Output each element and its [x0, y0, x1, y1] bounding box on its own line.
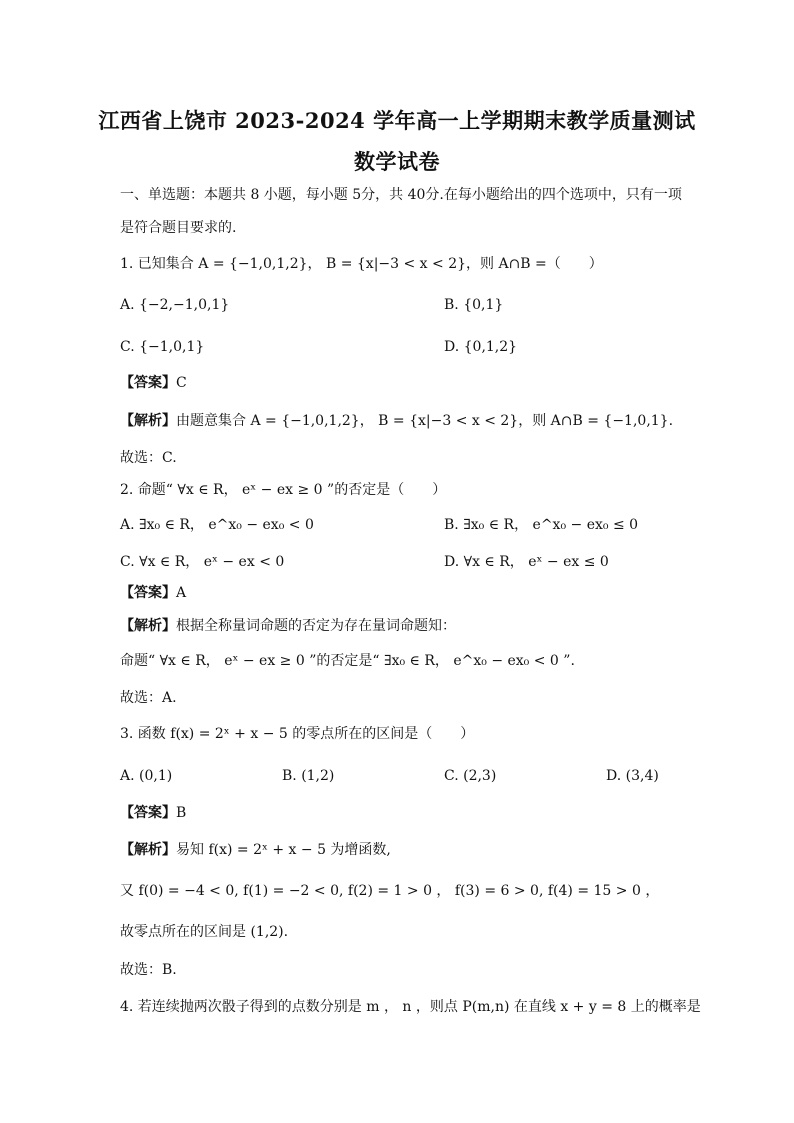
- q3-analysis-line2: 又 f(0) = −4 < 0, f(1) = −2 < 0, f(2) = 1 > 0 ， f(3) = 6 > 0, f(4) = 15 > 0 ，: [120, 883, 660, 899]
- q1-option-a: A. {−2,−1,0,1}: [120, 297, 230, 313]
- q2-stem: 2. 命题“ ∀x ∈ R， eˣ − ex ≥ 0 ”的否定是（ ）: [120, 482, 447, 498]
- q2-analysis-line2: 命题“ ∀x ∈ R， eˣ − ex ≥ 0 ”的否定是“ ∃x₀ ∈ R， e^x₀ − ex₀ < 0 ”.: [120, 653, 575, 669]
- q3-analysis-line3: 故零点所在的区间是 (1,2).: [120, 924, 289, 940]
- q2-answer: [120, 583, 186, 603]
- analysis-text: 根据全称量词命题的否定为存在量词命题知：: [176, 618, 456, 634]
- analysis-tag: 【解析】: [120, 842, 176, 858]
- q3-option-a: A. (0,1): [120, 768, 173, 784]
- q3-option-c: C. (2,3): [444, 768, 497, 784]
- section-instructions-line1: 一、单选题：本题共 8 小题，每小题 5分，共 40分.在每小题给出的四个选项中，只有一项: [120, 187, 682, 203]
- q2-option-d: D. ∀x ∈ R， eˣ − ex ≤ 0: [444, 554, 609, 570]
- answer-tag: 【答案】: [120, 805, 176, 821]
- answer-tag: 【答案】: [120, 585, 176, 601]
- answer-value: C: [176, 375, 187, 391]
- q1-choice: 故选：C.: [120, 450, 177, 466]
- q1-stem: 1. 已知集合 A = {−1,0,1,2}， B = {x|−3 < x < 2}，则 A∩B =（ ）: [120, 256, 603, 272]
- q1-answer: [120, 373, 187, 393]
- q1-option-c: C. {−1,0,1}: [120, 339, 205, 355]
- analysis-text: 易知 f(x) = 2ˣ + x − 5 为增函数,: [176, 842, 391, 858]
- q1-option-d: D. {0,1,2}: [444, 339, 518, 355]
- q1-option-b: B. {0,1}: [444, 297, 504, 313]
- q2-option-b: B. ∃x₀ ∈ R， e^x₀ − ex₀ ≤ 0: [444, 517, 639, 533]
- q2-option-a: A. ∃x₀ ∈ R， e^x₀ − ex₀ < 0: [120, 517, 314, 533]
- q2-analysis: [120, 616, 456, 636]
- q2-choice: 故选：A.: [120, 690, 177, 706]
- q4-stem: 4. 若连续抛两次骰子得到的点数分别是 m ， n ，则点 P(m,n) 在直线 x + y = 8 上的概率是: [120, 999, 701, 1015]
- q3-choice: 故选：B.: [120, 962, 177, 978]
- q3-option-b: B. (1,2): [282, 768, 335, 784]
- analysis-tag: 【解析】: [120, 618, 176, 634]
- doc-title: 江西省上饶市 2023-2024 学年高一上学期期末教学质量测试: [98, 108, 696, 133]
- q3-analysis: [120, 840, 391, 860]
- q2-option-c: C. ∀x ∈ R， eˣ − ex < 0: [120, 554, 285, 570]
- analysis-text: 由题意集合 A = {−1,0,1,2}， B = {x|−3 < x < 2}，则 A∩B = {−1,0,1}.: [176, 413, 674, 429]
- doc-subtitle: 数学试卷: [354, 149, 440, 174]
- q3-stem: 3. 函数 f(x) = 2ˣ + x − 5 的零点所在的区间是（ ）: [120, 726, 475, 742]
- analysis-tag: 【解析】: [120, 413, 176, 429]
- section-instructions-line2: 是符合题目要求的.: [120, 220, 237, 236]
- answer-value: B: [176, 805, 187, 821]
- q3-answer: [120, 803, 186, 823]
- answer-tag: 【答案】: [120, 375, 176, 391]
- q3-option-d: D. (3,4): [606, 768, 659, 784]
- q1-analysis: [120, 411, 673, 431]
- answer-value: A: [176, 585, 187, 601]
